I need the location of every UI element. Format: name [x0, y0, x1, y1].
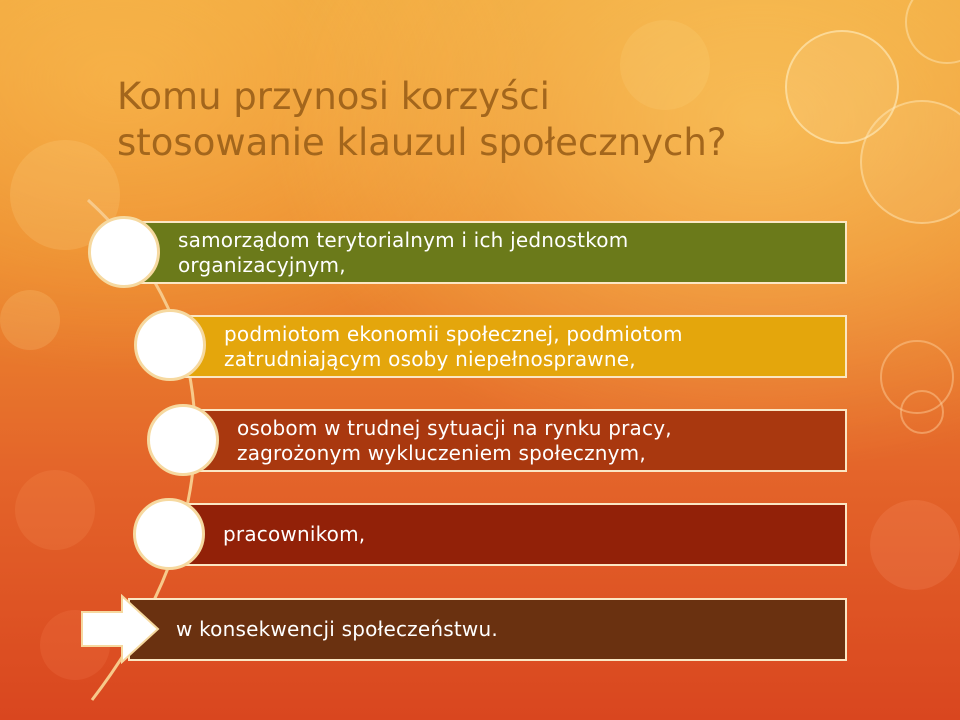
slide-title-line-2: stosowanie klauzul społecznych? — [117, 121, 727, 164]
bokeh-circle — [860, 100, 960, 224]
list-item-3-line-1: osobom w trudnej sytuacji na rynku pracy, — [237, 415, 672, 440]
list-item-2-line-1: podmiotom ekonomii społecznej, podmiotom — [224, 321, 683, 346]
bokeh-circle — [785, 30, 899, 144]
bokeh-circle — [880, 340, 954, 414]
list-item-bar-5 — [128, 598, 847, 661]
bullet-circle-2 — [134, 309, 206, 381]
bokeh-circle — [900, 390, 944, 434]
list-item-text-5 — [176, 617, 498, 642]
list-item-5-line-1: w konsekwencji społeczeństwu. — [176, 617, 498, 641]
list-item-3-line-2: zagrożonym wykluczeniem społecznym, — [237, 440, 646, 465]
list-item-2-line-2: zatrudniającym osoby niepełnosprawne, — [224, 346, 636, 371]
bullet-circle-4 — [133, 498, 205, 570]
right-arrow-icon — [80, 594, 160, 664]
slide-title — [117, 74, 727, 166]
bokeh-circle — [870, 500, 960, 590]
slide-title-line-1: Komu przynosi korzyści — [117, 75, 550, 118]
bullet-circle-3 — [147, 404, 219, 476]
list-item-text-4 — [223, 522, 365, 547]
list-item-1-line-1: samorządom terytorialnym i ich jednostkom — [178, 227, 629, 252]
list-item-bar-1 — [130, 221, 847, 284]
bokeh-circle — [0, 290, 60, 350]
list-item-4-line-1: pracownikom, — [223, 522, 366, 546]
bokeh-circle — [905, 0, 960, 64]
list-item-text-2 — [224, 322, 683, 372]
list-item-text-3 — [237, 416, 672, 466]
list-item-bar-2 — [182, 315, 847, 378]
list-item-bar-3 — [195, 409, 847, 472]
list-item-text-1 — [178, 228, 628, 278]
bullet-circle-1 — [88, 216, 160, 288]
list-item-bar-4 — [181, 503, 847, 566]
list-item-1-line-2: organizacyjnym, — [178, 252, 346, 277]
bokeh-circle — [15, 470, 95, 550]
